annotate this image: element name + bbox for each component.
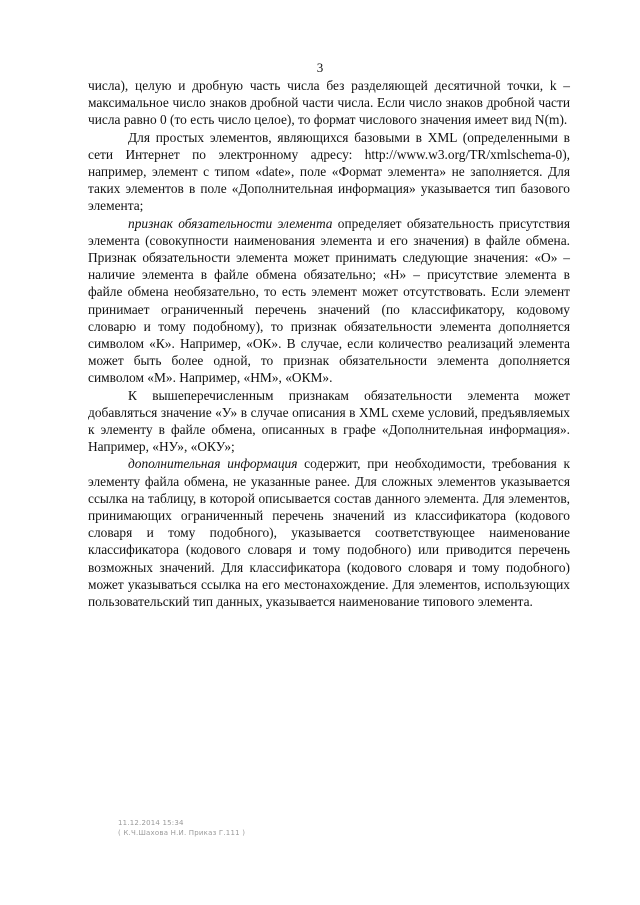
page-number: 3 [316, 60, 324, 75]
term-additional-info: дополнительная информация [128, 456, 298, 472]
paragraph-5 [88, 455, 570, 610]
stamp-line-1: 11.12.2014 15:34 [118, 819, 184, 827]
document-stamp [118, 818, 245, 838]
paragraph-1: числа), целую и дробную часть числа без разделяющей десятичной точки, k – максимальное число знаков дробной части числа. Если число знаков дробной части числа равно 0 (то есть число целое), то формат числового значения имеет вид N(m). [88, 78, 570, 128]
paragraph-3 [88, 215, 570, 387]
document-body [88, 77, 570, 610]
stamp-line-2: ( К.Ч.Шахова Н.И. Приказ Г.111 ) [118, 829, 246, 837]
paragraph-3-text: определяет обязательность присутствия элемента (совокупности наименования элемента и его значения) в файле обмена. Признак обязательности элемента может принимать следующие значения: «О» – наличие элемента в файле обмена обязательно; «Н» – присутствие элемента в файле обмена необязательно, то есть элемент может отсутствовать. Если элемент принимает ограниченный перечень значений (по классификатору, кодовому словарю и тому подобному), то признак обязательности элемента дополняется символом «К». Например, «ОК». В случае, если количество реализаций элемента может быть более одной, то признак обязательности элемента дополняется символом «М». Например, «НМ», «ОКМ». [88, 215, 570, 386]
paragraph-4: К вышеперечисленным признакам обязательности элемента может добавляться значение «У» в случае описания в XML схеме условий, предъявляемых к элементу в файле обмена, описанных в графе «Дополнительная информация». Например, «НУ», «ОКУ»; [88, 387, 570, 455]
term-required-flag: признак обязательности элемента [128, 215, 333, 231]
paragraph-2: Для простых элементов, являющихся базовыми в XML (определенными в сети Интернет по электронному адресу: http://www.w3.org/TR/xmlschema-0), например, элемент с типом «date», поле «Формат элемента» не заполняется. Для таких элементов в поле «Дополнительная информация» указывается тип базового элемента; [88, 129, 570, 214]
paragraph-5-text: содержит, при необходимости, требования к элементу файла обмена, не указанные ранее. Для сложных элементов указывается ссылка на таблицу, в которой описывается состав данного элемента. Для элементов, принимающих ограниченный перечень значений из классификатора (кодового словаря и тому подобного), указывается соответствующее наименование классификатора (кодового словаря и тому подобного) или приводится перечень возможных значений. Для классификатора (кодового словаря и тому подобного) может указываться ссылка на его местонахождение. Для элементов, использующих пользовательский тип данных, указывается наименование типового элемента. [88, 456, 570, 610]
